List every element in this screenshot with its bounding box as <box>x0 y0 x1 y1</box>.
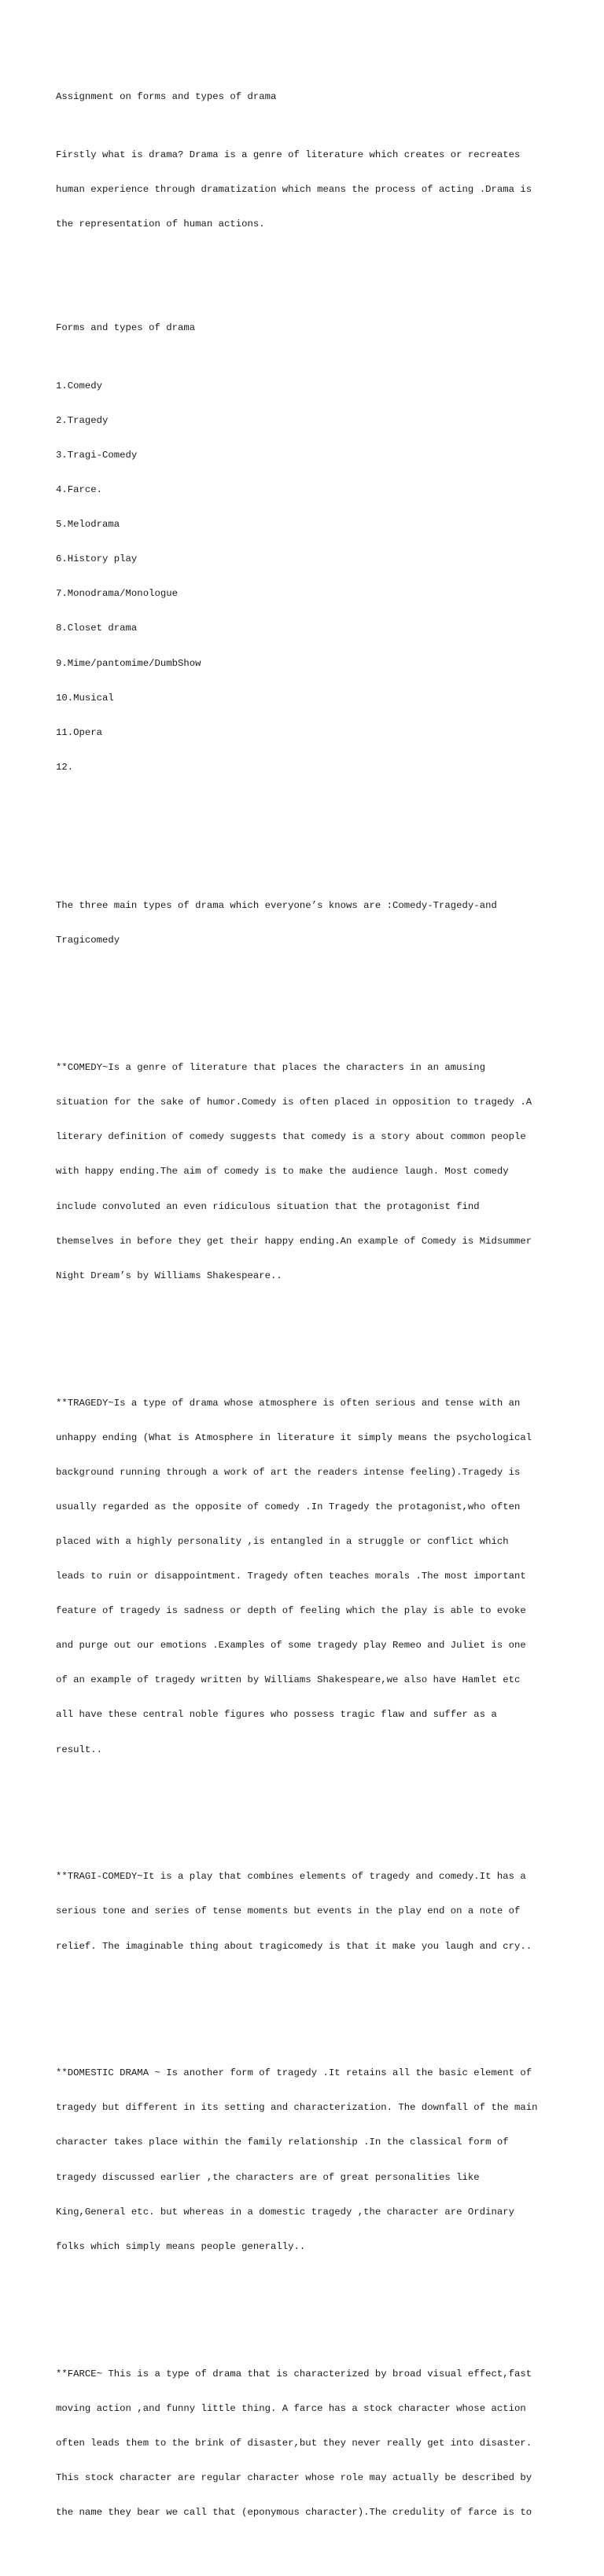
list-item: 11.Opera <box>56 726 103 738</box>
text-line: folks which simply means people generally.. <box>56 2240 306 2252</box>
domestic-drama-paragraph <box>56 2045 559 2276</box>
text-line: serious tone and series of tense moments but events in the play end on a note of <box>56 1905 521 1917</box>
text-line: Tragicomedy <box>56 935 120 946</box>
text-line: tragedy discussed earlier ,the characters are of great personalities like <box>56 2171 480 2183</box>
text-line: leads to ruin or disappointment. Tragedy often teaches morals .The most important <box>56 1571 526 1582</box>
tragedy-paragraph <box>56 1374 559 1779</box>
farce-paragraph <box>56 2345 559 2541</box>
text-line: include convoluted an even ridiculous situation that the protagonist find <box>56 1200 480 1212</box>
list-item: 8.Closet drama <box>56 623 138 634</box>
three-types-paragraph <box>56 877 559 970</box>
list-item: 6.History play <box>56 553 138 565</box>
text-line: background running through a work of art the readers intense feeling).Tragedy is <box>56 1466 521 1478</box>
text-line: character takes place within the family relationship .In the classical form of <box>56 2137 509 2148</box>
document-body <box>56 57 559 2576</box>
text-line: all have these central noble figures who possess tragic flaw and suffer as a <box>56 1709 497 1721</box>
text-line: relief. The imaginable thing about tragicomedy is that it make you laugh and cry.. <box>56 1940 532 1952</box>
forms-list <box>56 357 559 796</box>
list-item: 7.Monodrama/Monologue <box>56 588 178 600</box>
text-line: the name they bear we call that (eponymous character).The credulity of farce is to <box>56 2506 532 2518</box>
text-line: of an example of tragedy written by Williams Shakespeare,we also have Hamlet etc <box>56 1674 521 1686</box>
list-item: 4.Farce. <box>56 484 103 495</box>
text-line: Night Dream’s by Williams Shakespeare.. <box>56 1270 282 1281</box>
text-line: usually regarded as the opposite of comedy .In Tragedy the protagonist,who often <box>56 1501 521 1512</box>
tragicomedy-paragraph <box>56 1848 559 1975</box>
list-item: 2.Tragedy <box>56 414 109 426</box>
text-line: themselves in before they get their happy ending.An example of Comedy is Midsummer <box>56 1235 532 1247</box>
text-line: moving action ,and funny little thing. A farce has a stock character whose action <box>56 2402 526 2414</box>
text-line: King,General etc. but whereas in a domestic tragedy ,the character are Ordinary <box>56 2206 514 2218</box>
text-line: literary definition of comedy suggests that comedy is a story about common people <box>56 1131 526 1143</box>
text-line: placed with a highly personality ,is entangled in a struggle or conflict which <box>56 1535 509 1547</box>
text-line: **TRAGI-COMEDY~It is a play that combines elements of tragedy and comedy.It has a <box>56 1871 526 1883</box>
comedy-paragraph <box>56 1039 559 1305</box>
text-line: Firstly what is drama? Drama is a genre of literature which creates or recreates <box>56 149 521 160</box>
text-line: **COMEDY~Is a genre of literature that places the characters in an amusing <box>56 1062 486 1074</box>
list-item: 9.Mime/pantomime/DumbShow <box>56 657 201 669</box>
text-line: **TRAGEDY~Is a type of drama whose atmosphere is often serious and tense with an <box>56 1397 521 1409</box>
list-item: 3.Tragi-Comedy <box>56 449 138 461</box>
text-line: the representation of human actions. <box>56 218 265 230</box>
text-line: and purge out our emotions .Examples of some tragedy play Remeo and Juliet is one <box>56 1640 526 1652</box>
text-line: The three main types of drama which everyone’s knows are :Comedy-Tragedy-and <box>56 900 497 912</box>
text-line: with happy ending.The aim of comedy is to make the audience laugh. Most comedy <box>56 1166 509 1178</box>
text-line: human experience through dramatization which means the process of acting .Drama is <box>56 183 532 195</box>
intro-paragraph <box>56 126 559 253</box>
document-title: Assignment on forms and types of drama <box>56 91 277 103</box>
list-item: 12. <box>56 761 74 773</box>
text-line: **FARCE~ This is a type of drama that is characterized by broad visual effect,fast <box>56 2368 532 2379</box>
text-line: This stock character are regular character whose role may actually be described by <box>56 2471 532 2483</box>
text-line: unhappy ending (What is Atmosphere in literature it simply means the psychological <box>56 1431 532 1443</box>
list-heading: Forms and types of drama <box>56 322 196 334</box>
list-item: 5.Melodrama <box>56 519 120 531</box>
list-item: 1.Comedy <box>56 380 103 391</box>
text-line: **DOMESTIC DRAMA ~ Is another form of tragedy .It retains all the basic element of <box>56 2067 532 2079</box>
text-line: situation for the sake of humor.Comedy is often placed in opposition to tragedy .A <box>56 1097 532 1108</box>
list-item: 10.Musical <box>56 692 114 704</box>
text-line: often leads them to the brink of disaster,but they never really get into disaster. <box>56 2437 532 2449</box>
text-line: result.. <box>56 1744 103 1755</box>
text-line: feature of tragedy is sadness or depth of feeling which the play is able to evoke <box>56 1605 526 1617</box>
text-line: tragedy but different in its setting and characterization. The downfall of the main <box>56 2102 538 2114</box>
